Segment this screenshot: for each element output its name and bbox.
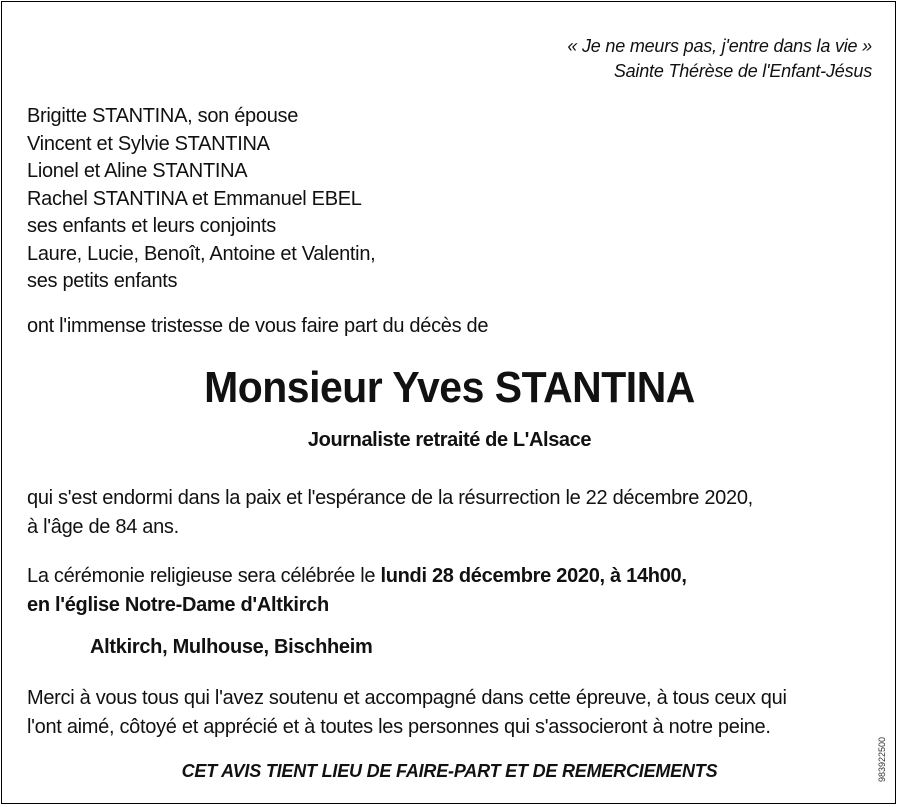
ceremony-paragraph <box>27 562 687 620</box>
death-line: qui s'est endormi dans la paix et l'espérance de la résurrection le 22 décembre 2020, <box>27 487 753 509</box>
reference-number: 983922500 <box>877 736 887 782</box>
family-line: ses petits enfants <box>27 270 178 292</box>
ceremony-location: en l'église Notre-Dame d'Altkirch <box>27 594 329 616</box>
family-list <box>27 103 375 296</box>
ceremony-location-line <box>27 591 687 620</box>
death-line: à l'âge de 84 ans. <box>27 516 179 538</box>
family-line: Vincent et Sylvie STANTINA <box>27 132 270 155</box>
thanks-line: l'ont aimé, côtoyé et apprécié et à toutes les personnes qui s'associeront à notre peine. <box>27 716 771 738</box>
family-line: Rachel STANTINA et Emmanuel EBEL <box>27 187 362 210</box>
deceased-name: Monsieur Yves STANTINA <box>204 363 695 412</box>
family-line: Lionel et Aline STANTINA <box>27 160 248 182</box>
announcement-text: ont l'immense tristesse de vous faire part du décès de <box>27 315 489 337</box>
family-line: Laure, Lucie, Benoît, Antoine et Valentin, <box>27 242 376 265</box>
ceremony-datetime: lundi 28 décembre 2020, à 14h00, <box>380 565 687 587</box>
places-line: Altkirch, Mulhouse, Bischheim <box>90 636 373 658</box>
ceremony-line <box>27 562 687 591</box>
thanks-paragraph <box>27 684 787 742</box>
thanks-line: Merci à vous tous qui l'avez soutenu et accompagné dans cette épreuve, à tous ceux qui <box>27 687 787 709</box>
family-line: ses enfants et leurs conjoints <box>27 215 276 237</box>
ceremony-intro: La cérémonie religieuse sera célébrée le <box>27 565 381 587</box>
epigraph <box>567 34 872 84</box>
footer-notice: CET AVIS TIENT LIEU DE FAIRE-PART ET DE REMERCIEMENTS <box>181 761 718 781</box>
death-paragraph <box>27 484 753 542</box>
epigraph-author: Sainte Thérèse de l'Enfant-Jésus <box>613 61 872 81</box>
family-line: Brigitte STANTINA, son épouse <box>27 105 299 127</box>
epigraph-text: « Je ne meurs pas, j'entre dans la vie » <box>567 36 872 56</box>
deceased-title: Journaliste retraité de L'Alsace <box>307 429 592 451</box>
